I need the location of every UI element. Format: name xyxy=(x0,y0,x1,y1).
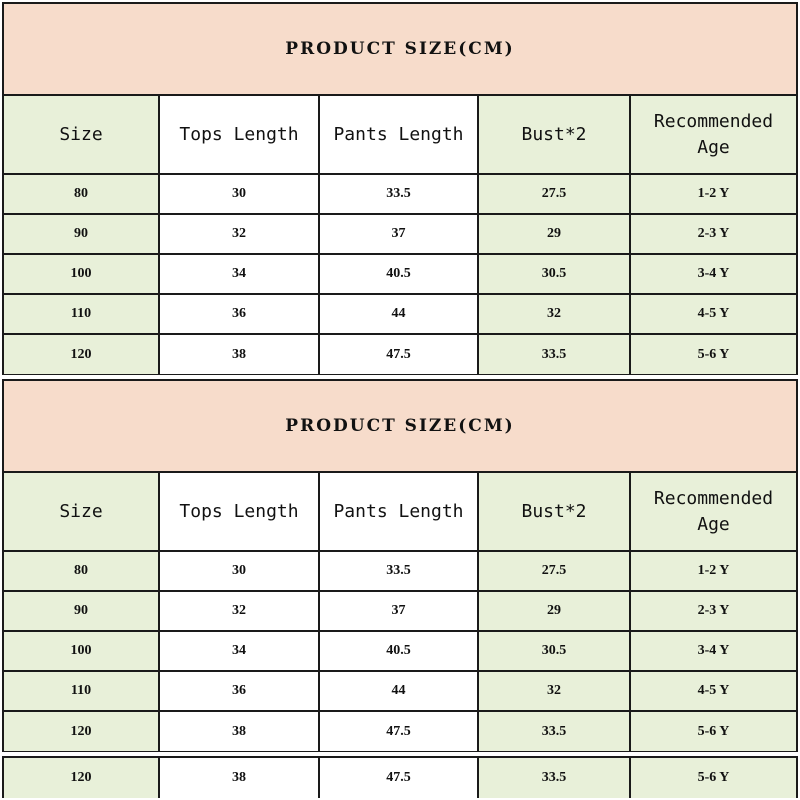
cell-bust: 32 xyxy=(478,294,630,334)
cell-tops-length: 36 xyxy=(159,671,319,711)
table-row xyxy=(4,551,796,591)
table-row xyxy=(4,671,796,711)
size-table-title-bar xyxy=(4,4,796,96)
cell-age: 5-6 Y xyxy=(630,711,796,751)
table-row xyxy=(4,591,796,631)
size-table-1 xyxy=(2,2,798,375)
cell-size: 80 xyxy=(4,551,159,591)
cell-age: 3-4 Y xyxy=(630,631,796,671)
header-bust: Bust*2 xyxy=(478,96,630,174)
cell-size: 100 xyxy=(4,631,159,671)
cell-age: 2-3 Y xyxy=(630,591,796,631)
cell-pants-length: 37 xyxy=(319,214,478,254)
cell-pants-length: 47.5 xyxy=(319,758,478,798)
cell-tops-length: 34 xyxy=(159,631,319,671)
cell-pants-length: 47.5 xyxy=(319,334,478,374)
cell-bust: 29 xyxy=(478,591,630,631)
header-recommended-age: Recommended Age xyxy=(630,96,796,174)
table-row xyxy=(4,758,796,798)
table-header-row xyxy=(4,96,796,174)
cell-tops-length: 32 xyxy=(159,591,319,631)
size-table-title-bar xyxy=(4,381,796,473)
table-row xyxy=(4,174,796,214)
cell-pants-length: 40.5 xyxy=(319,631,478,671)
cell-pants-length: 33.5 xyxy=(319,174,478,214)
cell-tops-length: 32 xyxy=(159,214,319,254)
header-size: Size xyxy=(4,473,159,551)
cell-age: 1-2 Y xyxy=(630,551,796,591)
size-table-2 xyxy=(2,379,798,752)
cell-pants-length: 40.5 xyxy=(319,254,478,294)
cell-bust: 33.5 xyxy=(478,758,630,798)
cell-pants-length: 33.5 xyxy=(319,551,478,591)
cell-tops-length: 38 xyxy=(159,758,319,798)
cell-age: 1-2 Y xyxy=(630,174,796,214)
cell-tops-length: 38 xyxy=(159,711,319,751)
cell-bust: 33.5 xyxy=(478,711,630,751)
cell-tops-length: 34 xyxy=(159,254,319,294)
cell-age: 5-6 Y xyxy=(630,758,796,798)
cell-bust: 27.5 xyxy=(478,551,630,591)
cell-pants-length: 37 xyxy=(319,591,478,631)
cell-size: 110 xyxy=(4,671,159,711)
cell-bust: 32 xyxy=(478,671,630,711)
cell-age: 4-5 Y xyxy=(630,671,796,711)
table-row xyxy=(4,214,796,254)
cell-bust: 30.5 xyxy=(478,254,630,294)
table-row xyxy=(4,631,796,671)
cell-size: 80 xyxy=(4,174,159,214)
cell-pants-length: 47.5 xyxy=(319,711,478,751)
table-row xyxy=(4,711,796,751)
header-pants-length: Pants Length xyxy=(319,473,478,551)
table-header-row xyxy=(4,473,796,551)
header-tops-length: Tops Length xyxy=(159,96,319,174)
cell-size: 100 xyxy=(4,254,159,294)
cell-bust: 29 xyxy=(478,214,630,254)
cell-tops-length: 30 xyxy=(159,174,319,214)
cell-pants-length: 44 xyxy=(319,294,478,334)
size-table-title: PRODUCT SIZE(CM) xyxy=(285,416,515,436)
cell-size: 90 xyxy=(4,214,159,254)
header-size: Size xyxy=(4,96,159,174)
cell-tops-length: 38 xyxy=(159,334,319,374)
cell-bust: 27.5 xyxy=(478,174,630,214)
cell-size: 90 xyxy=(4,591,159,631)
header-recommended-age: Recommended Age xyxy=(630,473,796,551)
table-row xyxy=(4,294,796,334)
cell-size: 110 xyxy=(4,294,159,334)
table-row xyxy=(4,254,796,294)
cell-tops-length: 30 xyxy=(159,551,319,591)
cell-bust: 30.5 xyxy=(478,631,630,671)
cell-size: 120 xyxy=(4,758,159,798)
header-pants-length: Pants Length xyxy=(319,96,478,174)
table-row xyxy=(4,334,796,374)
size-table-title: PRODUCT SIZE(CM) xyxy=(285,39,515,59)
header-bust: Bust*2 xyxy=(478,473,630,551)
cell-age: 5-6 Y xyxy=(630,334,796,374)
extra-table-row xyxy=(2,756,798,798)
cell-age: 4-5 Y xyxy=(630,294,796,334)
cell-age: 3-4 Y xyxy=(630,254,796,294)
size-table-grid xyxy=(4,473,796,751)
cell-size: 120 xyxy=(4,334,159,374)
cell-tops-length: 36 xyxy=(159,294,319,334)
extra-row-grid xyxy=(4,758,796,798)
size-table-grid xyxy=(4,96,796,374)
cell-age: 2-3 Y xyxy=(630,214,796,254)
cell-size: 120 xyxy=(4,711,159,751)
cell-bust: 33.5 xyxy=(478,334,630,374)
cell-pants-length: 44 xyxy=(319,671,478,711)
header-tops-length: Tops Length xyxy=(159,473,319,551)
